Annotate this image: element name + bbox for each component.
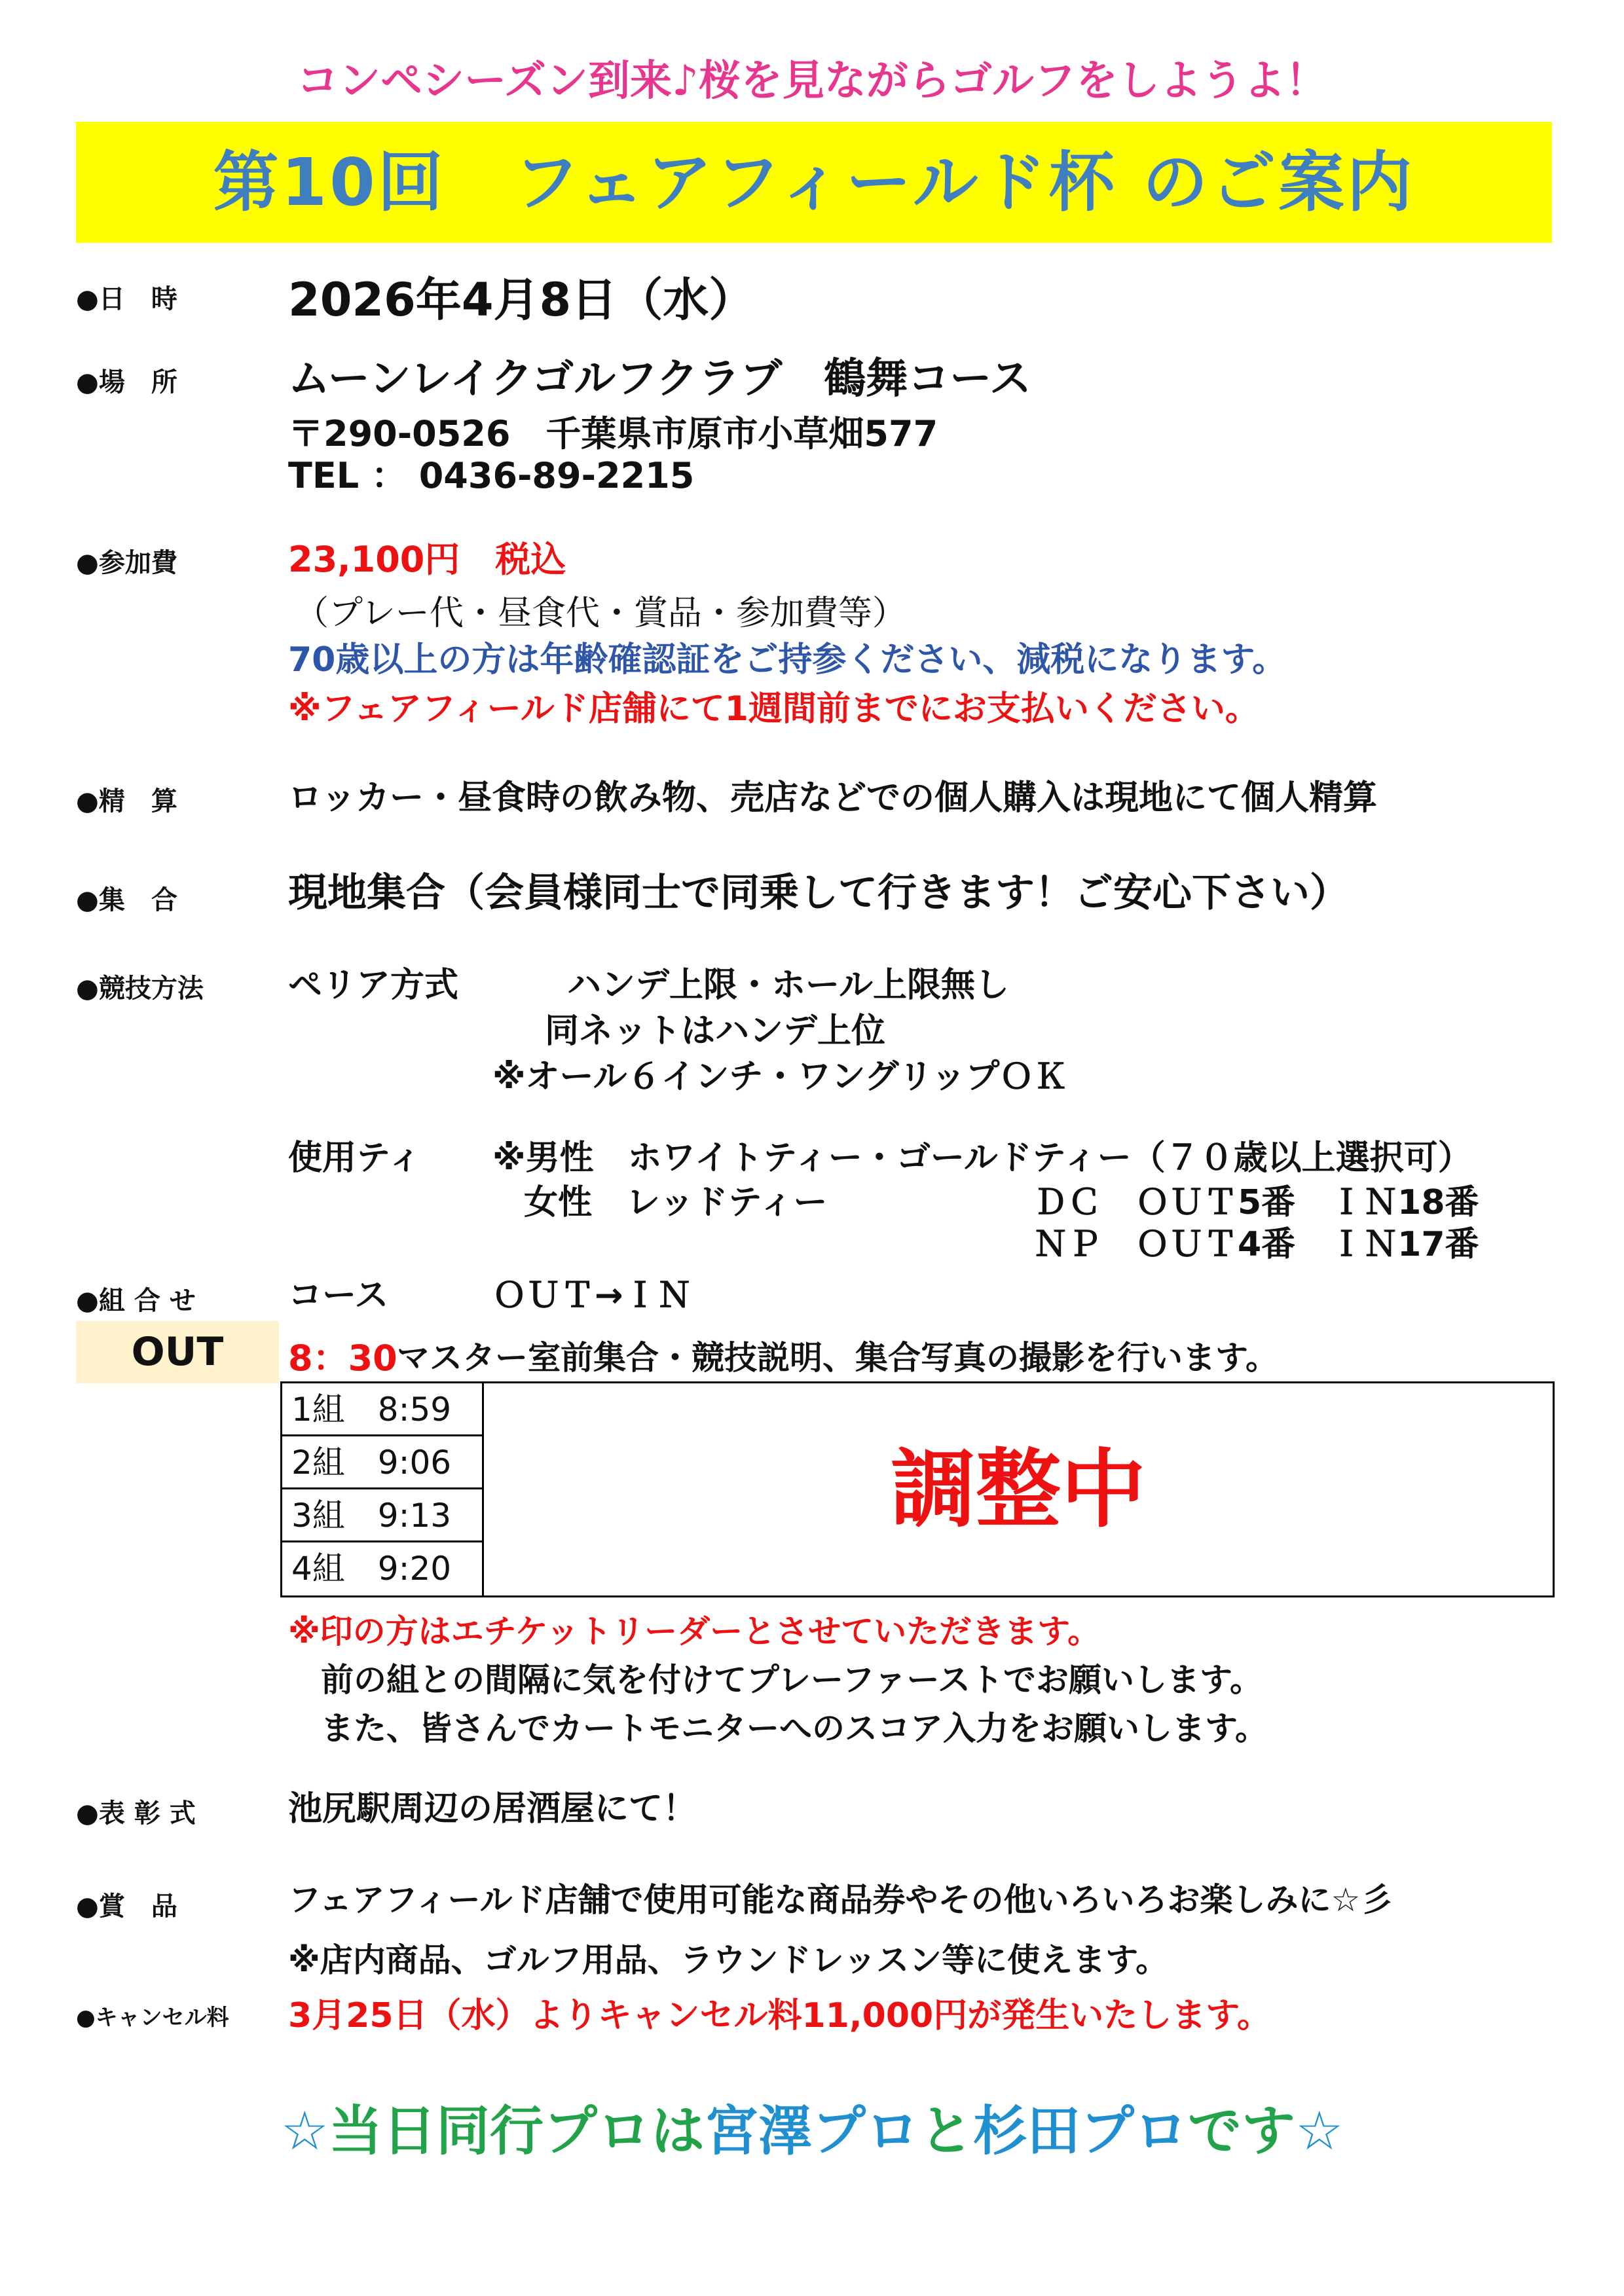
- date-label: ●日 時: [76, 284, 177, 314]
- cancel-text: 3月25日（水）よりキャンセル料11,000円が発生いたします。: [288, 1996, 1272, 2035]
- etiquette-note: ※印の方はエチケットリーダーとさせていただきます。: [288, 1613, 1101, 1650]
- footer-text-3: です: [1188, 2100, 1296, 2162]
- group-row: 3組 9:13: [282, 1489, 482, 1542]
- page-title: 第10回 フェアフィールド杯 のご案内: [213, 144, 1415, 221]
- fee-includes: （プレー代・昼食代・賞品・参加費等）: [295, 594, 906, 633]
- footer-text-2: と: [919, 2100, 973, 2162]
- group-schedule-table: [280, 1381, 1555, 1597]
- star-left: ☆: [280, 2100, 329, 2162]
- place-tel: TEL ： 0436-89-2215: [288, 455, 695, 496]
- cancel-label: ●キャンセル料: [76, 2005, 229, 2031]
- dc-holes: ＤＣ ＯＵＴ5番 ＩＮ18番: [1033, 1183, 1479, 1222]
- pairing-course-label: コース: [288, 1276, 389, 1315]
- group-row: 4組 9:20: [291, 1550, 452, 1588]
- settlement-text: ロッカー・昼食時の飲み物、売店などでの個人購入は現地にて個人精算: [288, 778, 1377, 818]
- date-value: 2026年4月8日（水）: [288, 273, 755, 327]
- pace-note: 前の組との間隔に気を付けてプレーファーストでお願いします。: [321, 1661, 1263, 1699]
- competition-handicap: ハンデ上限・ホール上限無し: [567, 966, 1009, 1005]
- meeting-label: ●集 合: [76, 885, 177, 915]
- star-right: ☆: [1295, 2100, 1344, 2162]
- group-row: 2組 9:06: [282, 1436, 482, 1489]
- competition-format: ペリア方式: [288, 966, 459, 1005]
- fee-senior-note: 70歳以上の方は年齢確認証をご持参ください、減税になります。: [288, 640, 1287, 680]
- title-bar: [76, 122, 1552, 243]
- start-time-note: マスター室前集合・競技説明、集合写真の撮影を行います。: [397, 1339, 1278, 1377]
- group-list: [282, 1383, 484, 1595]
- place-label: ●場 所: [76, 367, 177, 397]
- score-note: また、皆さんでカートモニターへのスコア入力をお願いします。: [321, 1709, 1268, 1747]
- out-tag: OUT: [76, 1321, 279, 1383]
- top-banner: コンペシーズン到来♪桜を見ながらゴルフをしようよ！: [297, 57, 1327, 105]
- tee-label: 使用ティ: [288, 1139, 422, 1178]
- ceremony-text: 池尻駅周辺の居酒屋にて！: [288, 1789, 697, 1829]
- fee-amount: 23,100円 税込: [288, 539, 566, 580]
- np-holes: ＮＰ ＯＵＴ4番 ＩＮ17番: [1033, 1225, 1479, 1264]
- start-time: 8：30: [288, 1338, 397, 1379]
- footer-pro-announcement: [0, 2088, 1624, 2165]
- prize-label: ●賞 品: [76, 1891, 177, 1922]
- adjusting-status: 調整中: [890, 1440, 1146, 1539]
- pairing-course: ＯＵＴ→ＩＮ: [492, 1276, 692, 1315]
- prize-note: ※店内商品、ゴルフ用品、ラウンドレッスン等に使えます。: [288, 1941, 1169, 1979]
- fee-label: ●参加費: [76, 548, 177, 578]
- fee-payment-note: ※フェアフィールド店舗にて1週間前までにお支払いください。: [288, 689, 1259, 729]
- ceremony-label: ●表 彰 式: [76, 1798, 196, 1829]
- group-row: 1組 8:59: [282, 1383, 482, 1436]
- prize-text: フェアフィールド店舗で使用可能な商品券やその他いろいろお楽しみに☆彡: [288, 1881, 1393, 1919]
- pairing-label: ●組 合 せ: [76, 1286, 196, 1316]
- place-name: ムーンレイクゴルフクラブ 鶴舞コース: [288, 355, 1032, 403]
- footer-pro-1: 宮澤プロ: [704, 2100, 919, 2162]
- settlement-label: ●精 算: [76, 786, 177, 816]
- competition-rule: ※オール６インチ・ワングリップＯＫ: [492, 1057, 1068, 1097]
- competition-tie: 同ネットはハンデ上位: [545, 1011, 886, 1051]
- footer-text-1: 当日同行プロは: [328, 2100, 705, 2162]
- place-address: 〒290-0526 千葉県市原市小草畑577: [288, 413, 938, 454]
- tee-men: ※男性 ホワイトティー・ゴールドティー（７０歳以上選択可）: [492, 1139, 1472, 1178]
- meeting-text: 現地集合（会員様同士で同乗して行きます！ご安心下さい）: [288, 870, 1349, 916]
- tee-women: 女性 レッドティー: [524, 1183, 828, 1222]
- footer-pro-2: 杉田プロ: [973, 2100, 1189, 2162]
- competition-label: ●競技方法: [76, 974, 204, 1004]
